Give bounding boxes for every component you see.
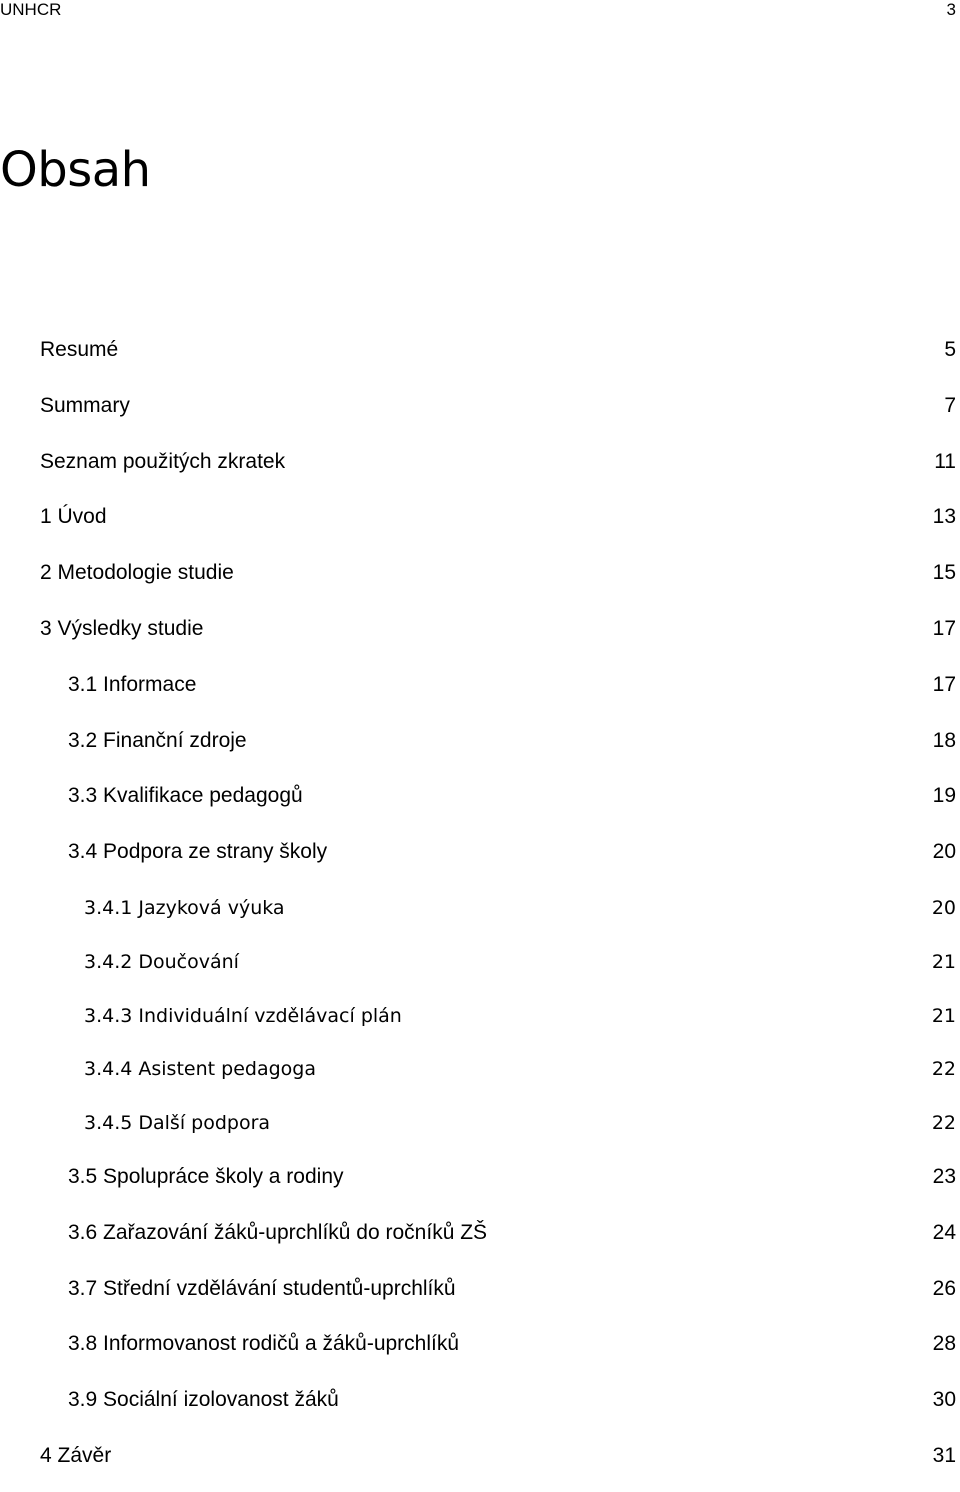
toc-entry-page-number: 22 bbox=[931, 1058, 956, 1081]
toc-entry[interactable] bbox=[0, 721, 960, 777]
toc-entry[interactable] bbox=[0, 497, 960, 553]
toc-entry-page-number: 24 bbox=[932, 1220, 956, 1244]
toc-entry-page-number: 23 bbox=[932, 1164, 956, 1188]
toc-entry[interactable] bbox=[0, 1213, 960, 1269]
toc-entry[interactable] bbox=[0, 609, 960, 665]
toc-entry[interactable] bbox=[0, 665, 960, 721]
toc-entry[interactable] bbox=[0, 1269, 960, 1325]
toc-entry-label: Summary bbox=[40, 393, 130, 417]
toc-entry-label: 1 Úvod bbox=[40, 505, 107, 529]
toc-entry-label: 3.4 Podpora ze strany školy bbox=[68, 840, 328, 864]
toc-entry[interactable] bbox=[0, 776, 960, 832]
toc-entry-label: 2 Metodologie studie bbox=[40, 561, 234, 585]
toc-entry-label: Seznam použitých zkratek bbox=[40, 449, 286, 473]
toc-entry[interactable] bbox=[0, 330, 960, 386]
toc-entry-page-number: 31 bbox=[932, 1443, 956, 1467]
toc-entry-page-number: 28 bbox=[932, 1332, 956, 1356]
toc-entry-label: 3.4.3 Individuální vzdělávací plán bbox=[84, 1004, 402, 1027]
toc-entry-page-number: 17 bbox=[932, 616, 956, 640]
toc-entry-label: 3.5 Spolupráce školy a rodiny bbox=[68, 1164, 344, 1188]
toc-entry-label: 3.4.5 Další podpora bbox=[84, 1112, 271, 1135]
toc-entry-page-number: 20 bbox=[931, 896, 956, 919]
toc-entry-label: 3.2 Finanční zdroje bbox=[68, 728, 247, 752]
toc-entry-page-number: 20 bbox=[932, 840, 956, 864]
toc-entry-label: 4 Závěr bbox=[40, 1443, 112, 1467]
toc-entry-label: 3.9 Sociální izolovanost žáků bbox=[68, 1388, 339, 1412]
toc-entry[interactable] bbox=[0, 1380, 960, 1436]
toc-entry-label: 3.4.1 Jazyková výuka bbox=[84, 896, 285, 919]
toc-entry-label: 3.3 Kvalifikace pedagogů bbox=[68, 784, 303, 808]
toc-entry-label: 3.8 Informovanost rodičů a žáků-uprchlíků bbox=[68, 1332, 460, 1356]
toc-entry[interactable] bbox=[0, 888, 960, 942]
toc-entry-label: 3.1 Informace bbox=[68, 672, 197, 696]
toc-entry-page-number: 19 bbox=[932, 784, 956, 808]
toc-entry-label: 3.4.2 Doučování bbox=[84, 950, 239, 973]
toc-entry[interactable] bbox=[0, 386, 960, 442]
header-page-number: 3 bbox=[946, 0, 956, 19]
toc-entry-page-number: 11 bbox=[934, 449, 956, 473]
toc-entry[interactable] bbox=[0, 1324, 960, 1380]
toc-entry[interactable] bbox=[0, 553, 960, 609]
toc-entry-page-number: 7 bbox=[944, 393, 956, 417]
toc-entry-page-number: 21 bbox=[931, 1004, 956, 1027]
toc-entry[interactable] bbox=[0, 832, 960, 888]
toc-entry-label: 3.7 Střední vzdělávání studentů-uprchlíků bbox=[68, 1276, 456, 1300]
toc-entry-label: Resumé bbox=[40, 338, 119, 361]
toc-entry-page-number: 13 bbox=[932, 505, 956, 529]
header-organization: UNHCR bbox=[0, 0, 62, 19]
toc-entry-page-number: 15 bbox=[932, 561, 956, 585]
toc-entry-page-number: 30 bbox=[932, 1388, 956, 1412]
page-title: Obsah bbox=[0, 142, 151, 198]
toc-entry[interactable] bbox=[0, 996, 960, 1050]
toc-entry[interactable] bbox=[0, 1436, 960, 1492]
toc-entry-label: 3.4.4 Asistent pedagoga bbox=[84, 1058, 316, 1081]
toc-entry[interactable] bbox=[0, 442, 960, 498]
toc-entry-page-number: 22 bbox=[931, 1112, 956, 1135]
toc-entry-label: 3.6 Zařazování žáků-uprchlíků do ročníků ZŠ bbox=[68, 1220, 488, 1244]
toc-entry-label: 3 Výsledky studie bbox=[40, 616, 204, 640]
toc-entry-page-number: 5 bbox=[944, 338, 956, 361]
toc-entry[interactable] bbox=[0, 1049, 960, 1103]
toc-entry-page-number: 21 bbox=[931, 950, 956, 973]
toc-entry[interactable] bbox=[0, 1157, 960, 1213]
page-header bbox=[0, 0, 960, 20]
toc-entry-page-number: 17 bbox=[932, 672, 956, 696]
toc-entry-page-number: 18 bbox=[932, 728, 956, 752]
toc-entry[interactable] bbox=[0, 1103, 960, 1157]
toc-entry-page-number: 26 bbox=[932, 1276, 956, 1300]
toc-entry[interactable] bbox=[0, 942, 960, 996]
table-of-contents bbox=[0, 330, 960, 1492]
